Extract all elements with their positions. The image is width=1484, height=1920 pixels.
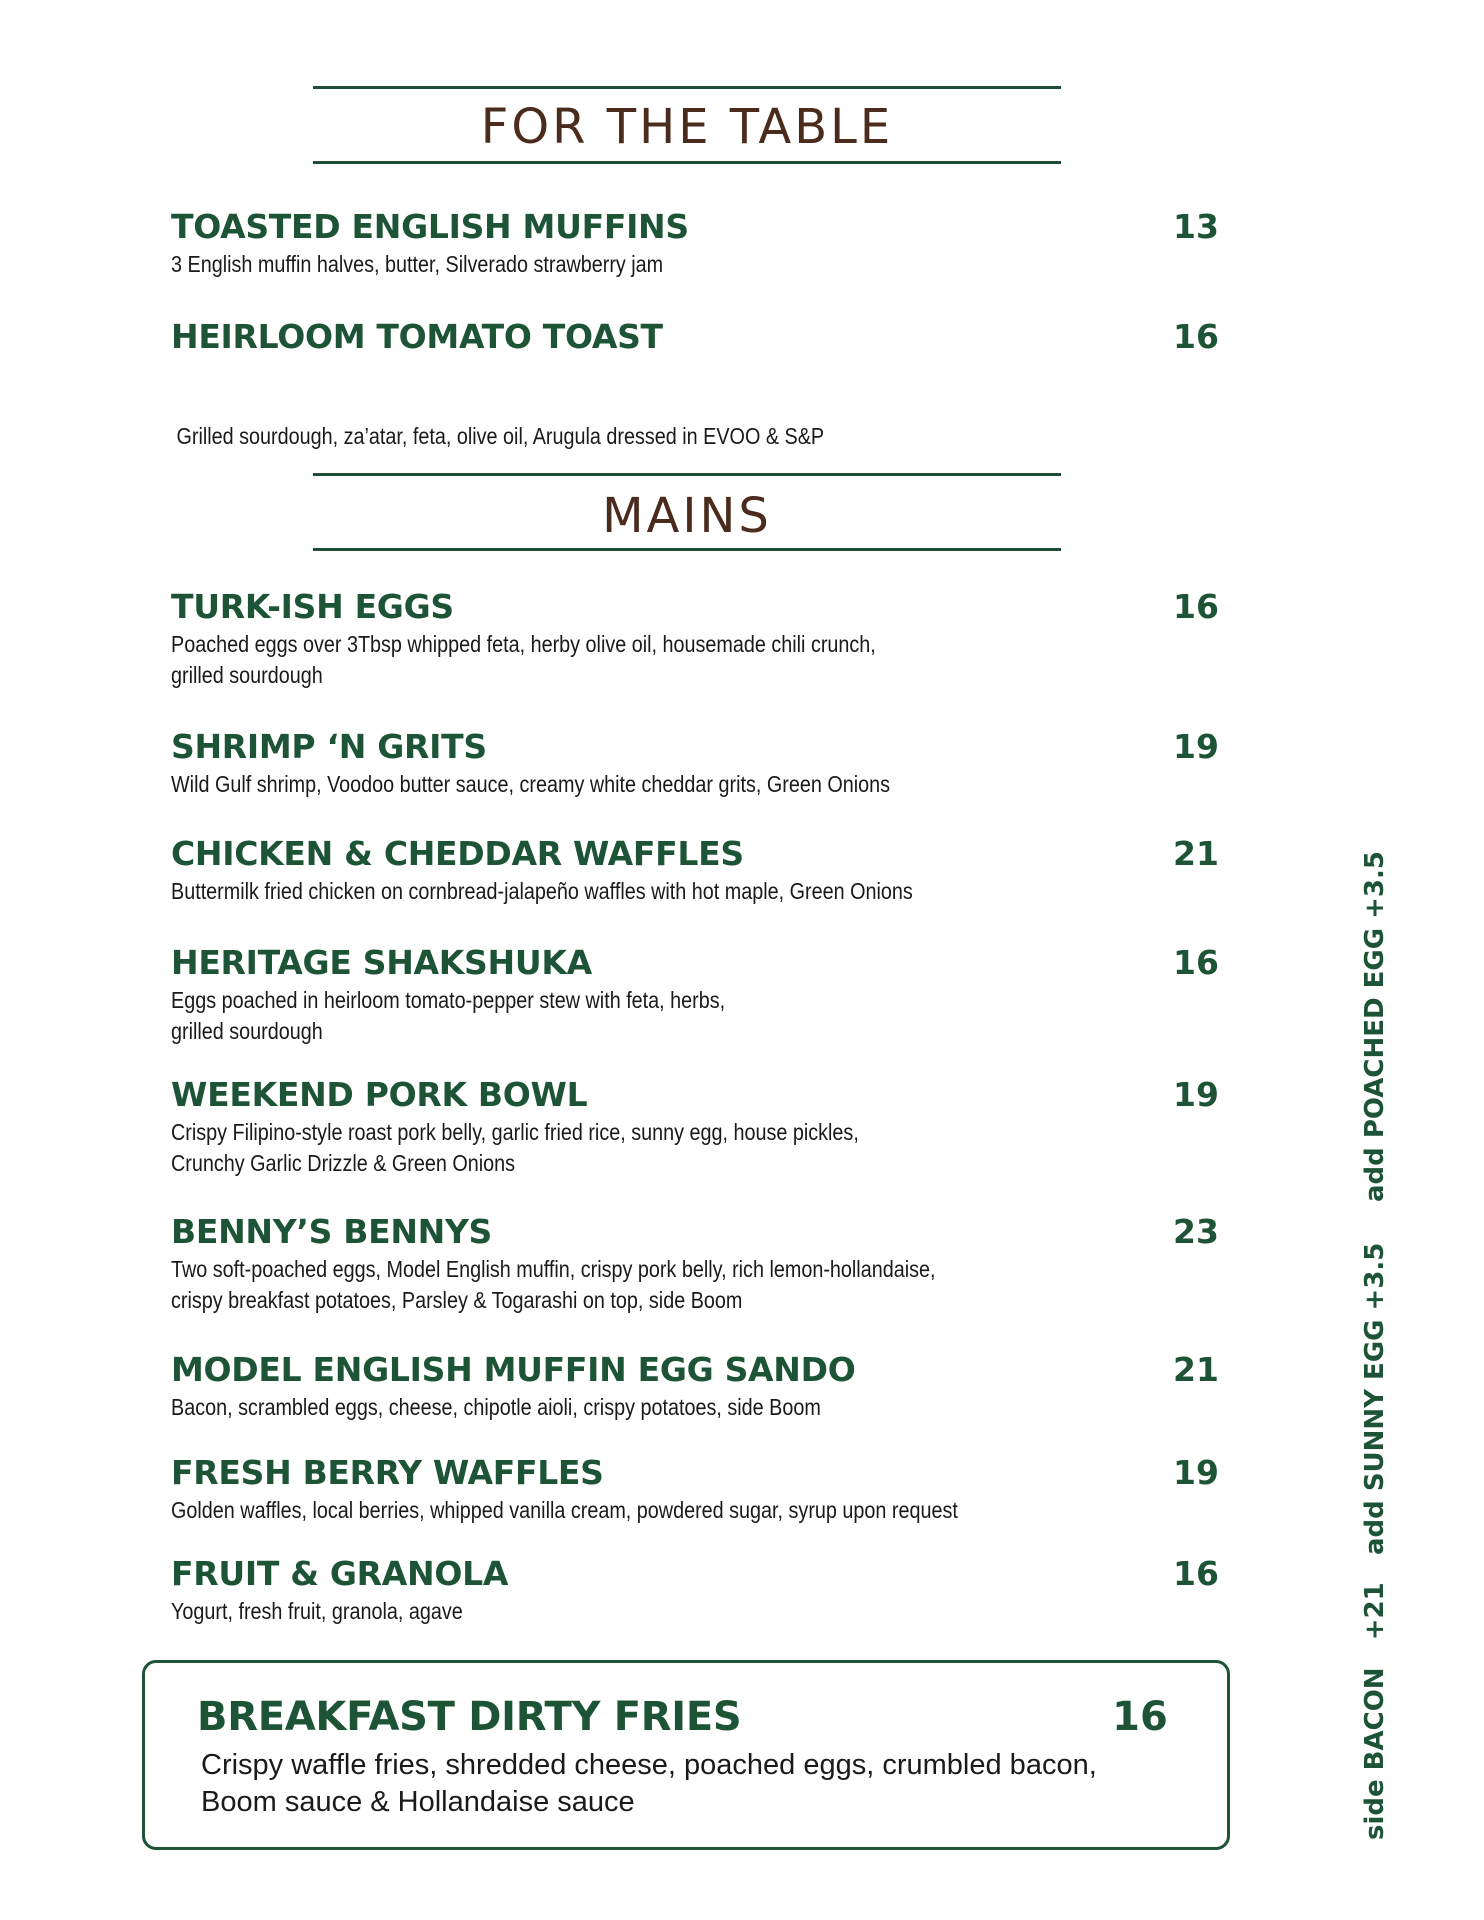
item-description (171, 1392, 945, 1423)
menu-item (171, 207, 1219, 280)
description-line: grilled sourdough (171, 662, 323, 688)
description-line: Buttermilk fried chicken on cornbread-jalapeño waffles with hot maple, Green Onions (171, 878, 913, 904)
description-line: crispy breakfast potatoes, Parsley & Togarashi on top, side Boom (171, 1287, 743, 1313)
item-name: WEEKEND PORK BOWL (171, 1075, 588, 1114)
menu-item (171, 1212, 1219, 1316)
item-name: SHRIMP ‘N GRITS (171, 727, 487, 766)
item-price: 19 (1173, 727, 1219, 766)
item-name: MODEL ENGLISH MUFFIN EGG SANDO (171, 1350, 856, 1389)
item-description (171, 985, 945, 1047)
item-name: FRESH BERRY WAFFLES (171, 1453, 604, 1492)
menu-item (171, 943, 1219, 1047)
menu-item (171, 1075, 1219, 1179)
menu-item (171, 1453, 1219, 1526)
item-price: 21 (1173, 1350, 1219, 1389)
header-rule-top (313, 473, 1061, 476)
item-price: 13 (1173, 207, 1219, 246)
menu-item (171, 1554, 1219, 1627)
item-description (171, 1117, 945, 1179)
item-price: 19 (1173, 1075, 1219, 1114)
item-price: 21 (1173, 834, 1219, 873)
side-note-sunny-egg: add SUNNY EGG +3.5 (1360, 1242, 1390, 1555)
section-header-for-the-table (313, 86, 1061, 164)
header-rule-top (313, 86, 1061, 89)
description-line: Poached eggs over 3Tbsp whipped feta, herby olive oil, housemade chili crunch, (171, 631, 876, 657)
section-header-mains (313, 473, 1061, 551)
item-price: 16 (1173, 943, 1219, 982)
side-note-bacon: side BACON +21 (1360, 1582, 1390, 1840)
description-line: Crispy waffle fries, shredded cheese, poached eggs, crumbled bacon, (201, 1749, 1097, 1781)
menu-item (171, 834, 1219, 907)
menu-item (171, 587, 1219, 691)
item-name: TOASTED ENGLISH MUFFINS (171, 207, 689, 246)
description-line: Yogurt, fresh fruit, granola, agave (171, 1598, 463, 1624)
menu-item (171, 727, 1219, 800)
header-rule-bottom (313, 161, 1061, 164)
section-title: MAINS (602, 488, 772, 544)
item-price: 16 (1173, 317, 1219, 356)
item-name: HERITAGE SHAKSHUKA (171, 943, 592, 982)
item-name: BENNY’S BENNYS (171, 1212, 493, 1251)
description-line: Wild Gulf shrimp, Voodoo butter sauce, creamy white cheddar grits, Green Onions (171, 771, 891, 797)
item-price: 19 (1173, 1453, 1219, 1492)
item-price: 23 (1173, 1212, 1219, 1251)
item-description (171, 249, 945, 280)
item-description (171, 1254, 945, 1316)
item-name: HEIRLOOM TOMATO TOAST (171, 317, 663, 356)
description-line: Grilled sourdough, za’atar, feta, olive oil, Arugula dressed in EVOO & S&P (171, 423, 825, 449)
item-price: 16 (1173, 587, 1219, 626)
side-add-ons (1357, 851, 1393, 1840)
description-line: grilled sourdough (171, 1018, 323, 1044)
item-name: CHICKEN & CHEDDAR WAFFLES (171, 834, 744, 873)
description-line: Bacon, scrambled eggs, cheese, chipotle aioli, crispy potatoes, side Boom (171, 1394, 821, 1420)
side-note-poached-egg: add POACHED EGG +3.5 (1360, 851, 1390, 1202)
item-description (171, 629, 945, 691)
featured-item-name: BREAKFAST DIRTY FRIES (197, 1694, 742, 1740)
featured-item-description (201, 1747, 1181, 1821)
featured-item-price: 16 (1112, 1694, 1168, 1740)
section-title: FOR THE TABLE (480, 99, 894, 155)
item-name: FRUIT & GRANOLA (171, 1554, 509, 1593)
description-line: Eggs poached in heirloom tomato-pepper stew with feta, herbs, (171, 987, 726, 1013)
description-line: Golden waffles, local berries, whipped vanilla cream, powdered sugar, syrup upon request (171, 1497, 958, 1523)
item-description (171, 1495, 958, 1526)
description-line: Boom sauce & Hollandaise sauce (201, 1786, 635, 1818)
description-line: Crispy Filipino-style roast pork belly, garlic fried rice, sunny egg, house pickles, (171, 1119, 859, 1145)
item-description (171, 1596, 945, 1627)
description-line: Crunchy Garlic Drizzle & Green Onions (171, 1150, 516, 1176)
header-rule-bottom (313, 548, 1061, 551)
item-description (171, 769, 945, 800)
description-line: Two soft-poached eggs, Model English muffin, crispy pork belly, rich lemon-hollandaise, (171, 1256, 936, 1282)
item-name: TURK-ISH EGGS (171, 587, 454, 626)
description-line: 3 English muffin halves, butter, Silverado strawberry jam (171, 251, 664, 277)
item-price: 16 (1173, 1554, 1219, 1593)
menu-item (171, 1350, 1219, 1423)
featured-item-box (142, 1660, 1230, 1850)
item-description (171, 876, 945, 907)
